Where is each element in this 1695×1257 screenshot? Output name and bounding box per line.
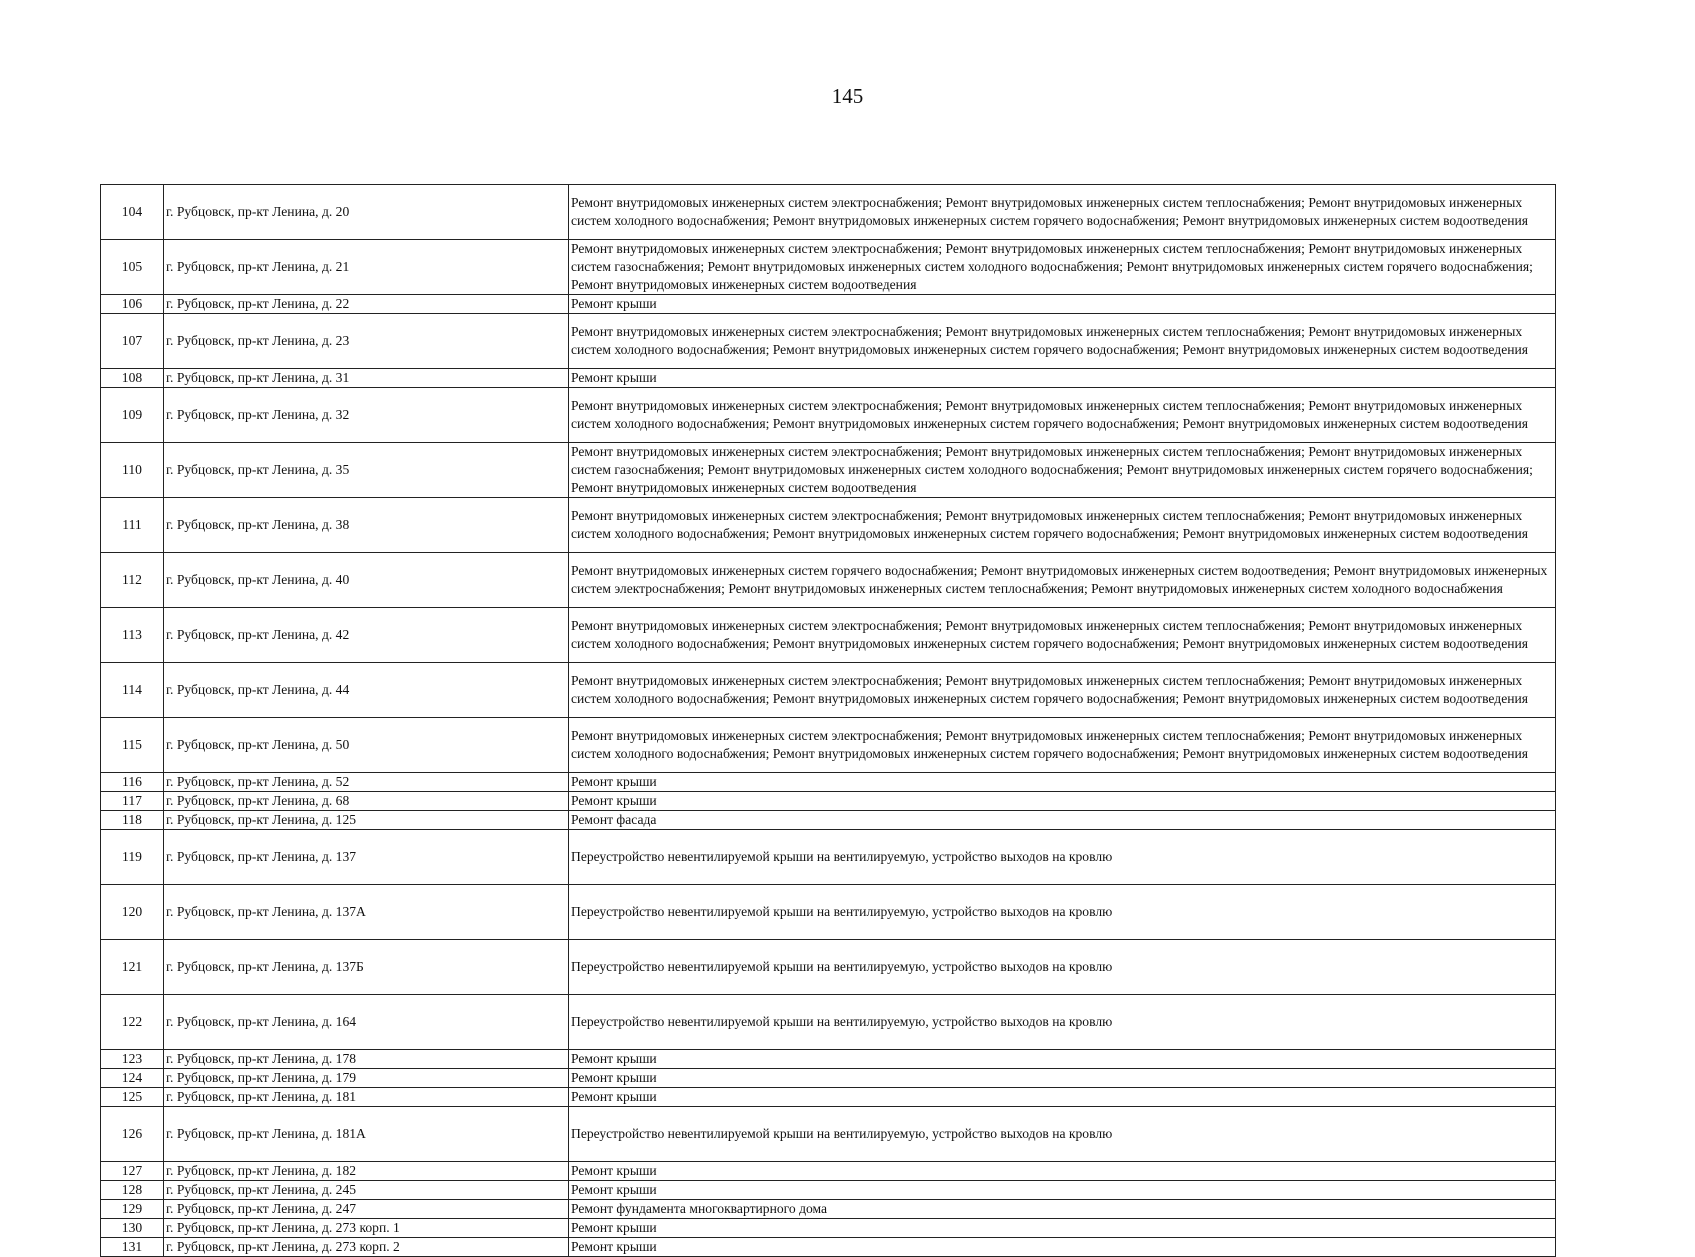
row-number: 104 [101, 185, 164, 240]
table-row [101, 1219, 1556, 1238]
row-number: 128 [101, 1181, 164, 1200]
row-number: 126 [101, 1107, 164, 1162]
table-row [101, 718, 1556, 773]
table-row [101, 940, 1556, 995]
row-address: г. Рубцовск, пр-кт Ленина, д. 21 [164, 240, 569, 295]
table-row [101, 314, 1556, 369]
table-row [101, 1088, 1556, 1107]
table-row [101, 1050, 1556, 1069]
row-address: г. Рубцовск, пр-кт Ленина, д. 44 [164, 663, 569, 718]
row-number: 125 [101, 1088, 164, 1107]
row-address: г. Рубцовск, пр-кт Ленина, д. 137А [164, 885, 569, 940]
table-row [101, 792, 1556, 811]
row-address: г. Рубцовск, пр-кт Ленина, д. 40 [164, 553, 569, 608]
row-work-type: Ремонт внутридомовых инженерных систем электроснабжения; Ремонт внутридомовых инженерных систем теплоснабжения; Ремонт внутридомовых инженерных систем холодного водоснабжения; Ремонт внутридомовых инженерных систем горячего водоснабжения; Ремонт внутридомовых инженерных систем водоотведения [569, 314, 1556, 369]
row-address: г. Рубцовск, пр-кт Ленина, д. 245 [164, 1181, 569, 1200]
row-address: г. Рубцовск, пр-кт Ленина, д. 137 [164, 830, 569, 885]
table-body [101, 185, 1556, 1257]
row-address: г. Рубцовск, пр-кт Ленина, д. 50 [164, 718, 569, 773]
row-number: 123 [101, 1050, 164, 1069]
table-row [101, 1238, 1556, 1257]
row-address: г. Рубцовск, пр-кт Ленина, д. 42 [164, 608, 569, 663]
row-work-type: Ремонт внутридомовых инженерных систем горячего водоснабжения; Ремонт внутридомовых инженерных систем водоотведения; Ремонт внутридомовых инженерных систем электроснабжения; Ремонт внутридомовых инженерных систем теплоснабжения; Ремонт внутридомовых инженерных систем холодного водоснабжения [569, 553, 1556, 608]
row-work-type: Ремонт внутридомовых инженерных систем электроснабжения; Ремонт внутридомовых инженерных систем теплоснабжения; Ремонт внутридомовых инженерных систем холодного водоснабжения; Ремонт внутридомовых инженерных систем горячего водоснабжения; Ремонт внутридомовых инженерных систем водоотведения [569, 388, 1556, 443]
table-row [101, 773, 1556, 792]
row-number: 118 [101, 811, 164, 830]
table-row [101, 240, 1556, 295]
row-work-type: Ремонт крыши [569, 295, 1556, 314]
row-number: 117 [101, 792, 164, 811]
table-row [101, 1069, 1556, 1088]
row-address: г. Рубцовск, пр-кт Ленина, д. 247 [164, 1200, 569, 1219]
row-number: 116 [101, 773, 164, 792]
table-row [101, 663, 1556, 718]
row-work-type: Ремонт внутридомовых инженерных систем электроснабжения; Ремонт внутридомовых инженерных систем теплоснабжения; Ремонт внутридомовых инженерных систем газоснабжения; Ремонт внутридомовых инженерных систем холодного водоснабжения; Ремонт внутридомовых инженерных систем горячего водоснабжения; Ремонт внутридомовых инженерных систем водоотведения [569, 240, 1556, 295]
table-row [101, 830, 1556, 885]
page-number: 145 [831, 84, 864, 108]
row-address: г. Рубцовск, пр-кт Ленина, д. 178 [164, 1050, 569, 1069]
row-work-type: Ремонт крыши [569, 1181, 1556, 1200]
row-address: г. Рубцовск, пр-кт Ленина, д. 32 [164, 388, 569, 443]
row-work-type: Ремонт крыши [569, 792, 1556, 811]
row-address: г. Рубцовск, пр-кт Ленина, д. 179 [164, 1069, 569, 1088]
table-row [101, 811, 1556, 830]
row-number: 121 [101, 940, 164, 995]
row-number: 107 [101, 314, 164, 369]
table-row [101, 1107, 1556, 1162]
table-row [101, 1181, 1556, 1200]
table-row [101, 369, 1556, 388]
row-work-type: Ремонт внутридомовых инженерных систем электроснабжения; Ремонт внутридомовых инженерных систем теплоснабжения; Ремонт внутридомовых инженерных систем газоснабжения; Ремонт внутридомовых инженерных систем холодного водоснабжения; Ремонт внутридомовых инженерных систем горячего водоснабжения; Ремонт внутридомовых инженерных систем водоотведения [569, 443, 1556, 498]
row-address: г. Рубцовск, пр-кт Ленина, д. 164 [164, 995, 569, 1050]
row-number: 105 [101, 240, 164, 295]
table-row [101, 1200, 1556, 1219]
repair-works-table [100, 184, 1556, 1257]
row-work-type: Ремонт крыши [569, 773, 1556, 792]
row-address: г. Рубцовск, пр-кт Ленина, д. 273 корп. 2 [164, 1238, 569, 1257]
row-address: г. Рубцовск, пр-кт Ленина, д. 20 [164, 185, 569, 240]
row-work-type: Переустройство невентилируемой крыши на вентилируемую, устройство выходов на кровлю [569, 830, 1556, 885]
row-work-type: Ремонт крыши [569, 1069, 1556, 1088]
row-address: г. Рубцовск, пр-кт Ленина, д. 181А [164, 1107, 569, 1162]
table-row [101, 553, 1556, 608]
row-work-type: Ремонт крыши [569, 1088, 1556, 1107]
row-work-type: Переустройство невентилируемой крыши на вентилируемую, устройство выходов на кровлю [569, 940, 1556, 995]
table-row [101, 443, 1556, 498]
row-work-type: Ремонт крыши [569, 1162, 1556, 1181]
row-address: г. Рубцовск, пр-кт Ленина, д. 52 [164, 773, 569, 792]
row-number: 119 [101, 830, 164, 885]
row-work-type: Переустройство невентилируемой крыши на вентилируемую, устройство выходов на кровлю [569, 1107, 1556, 1162]
row-address: г. Рубцовск, пр-кт Ленина, д. 182 [164, 1162, 569, 1181]
table-row [101, 388, 1556, 443]
row-address: г. Рубцовск, пр-кт Ленина, д. 22 [164, 295, 569, 314]
row-number: 106 [101, 295, 164, 314]
row-work-type: Переустройство невентилируемой крыши на вентилируемую, устройство выходов на кровлю [569, 995, 1556, 1050]
row-work-type: Ремонт крыши [569, 1238, 1556, 1257]
row-work-type: Ремонт фундамента многоквартирного дома [569, 1200, 1556, 1219]
row-work-type: Ремонт внутридомовых инженерных систем электроснабжения; Ремонт внутридомовых инженерных систем теплоснабжения; Ремонт внутридомовых инженерных систем холодного водоснабжения; Ремонт внутридомовых инженерных систем горячего водоснабжения; Ремонт внутридомовых инженерных систем водоотведения [569, 608, 1556, 663]
row-number: 129 [101, 1200, 164, 1219]
row-number: 110 [101, 443, 164, 498]
row-work-type: Переустройство невентилируемой крыши на вентилируемую, устройство выходов на кровлю [569, 885, 1556, 940]
row-address: г. Рубцовск, пр-кт Ленина, д. 35 [164, 443, 569, 498]
table-row [101, 995, 1556, 1050]
row-number: 120 [101, 885, 164, 940]
row-number: 115 [101, 718, 164, 773]
row-address: г. Рубцовск, пр-кт Ленина, д. 181 [164, 1088, 569, 1107]
row-number: 130 [101, 1219, 164, 1238]
row-number: 112 [101, 553, 164, 608]
row-address: г. Рубцовск, пр-кт Ленина, д. 68 [164, 792, 569, 811]
table-row [101, 295, 1556, 314]
row-number: 114 [101, 663, 164, 718]
table-row [101, 185, 1556, 240]
row-address: г. Рубцовск, пр-кт Ленина, д. 31 [164, 369, 569, 388]
table-row [101, 885, 1556, 940]
table-row [101, 608, 1556, 663]
row-number: 131 [101, 1238, 164, 1257]
row-number: 111 [101, 498, 164, 553]
row-number: 122 [101, 995, 164, 1050]
row-number: 113 [101, 608, 164, 663]
row-address: г. Рубцовск, пр-кт Ленина, д. 273 корп. 1 [164, 1219, 569, 1238]
row-work-type: Ремонт крыши [569, 1219, 1556, 1238]
row-work-type: Ремонт внутридомовых инженерных систем электроснабжения; Ремонт внутридомовых инженерных систем теплоснабжения; Ремонт внутридомовых инженерных систем холодного водоснабжения; Ремонт внутридомовых инженерных систем горячего водоснабжения; Ремонт внутридомовых инженерных систем водоотведения [569, 663, 1556, 718]
row-work-type: Ремонт крыши [569, 1050, 1556, 1069]
row-number: 124 [101, 1069, 164, 1088]
row-work-type: Ремонт внутридомовых инженерных систем электроснабжения; Ремонт внутридомовых инженерных систем теплоснабжения; Ремонт внутридомовых инженерных систем холодного водоснабжения; Ремонт внутридомовых инженерных систем горячего водоснабжения; Ремонт внутридомовых инженерных систем водоотведения [569, 718, 1556, 773]
table-row [101, 498, 1556, 553]
row-address: г. Рубцовск, пр-кт Ленина, д. 137Б [164, 940, 569, 995]
row-number: 108 [101, 369, 164, 388]
row-address: г. Рубцовск, пр-кт Ленина, д. 125 [164, 811, 569, 830]
table-row [101, 1162, 1556, 1181]
row-work-type: Ремонт внутридомовых инженерных систем электроснабжения; Ремонт внутридомовых инженерных систем теплоснабжения; Ремонт внутридомовых инженерных систем холодного водоснабжения; Ремонт внутридомовых инженерных систем горячего водоснабжения; Ремонт внутридомовых инженерных систем водоотведения [569, 498, 1556, 553]
row-work-type: Ремонт фасада [569, 811, 1556, 830]
row-work-type: Ремонт внутридомовых инженерных систем электроснабжения; Ремонт внутридомовых инженерных систем теплоснабжения; Ремонт внутридомовых инженерных систем холодного водоснабжения; Ремонт внутридомовых инженерных систем горячего водоснабжения; Ремонт внутридомовых инженерных систем водоотведения [569, 185, 1556, 240]
row-work-type: Ремонт крыши [569, 369, 1556, 388]
row-number: 109 [101, 388, 164, 443]
row-address: г. Рубцовск, пр-кт Ленина, д. 38 [164, 498, 569, 553]
row-number: 127 [101, 1162, 164, 1181]
row-address: г. Рубцовск, пр-кт Ленина, д. 23 [164, 314, 569, 369]
